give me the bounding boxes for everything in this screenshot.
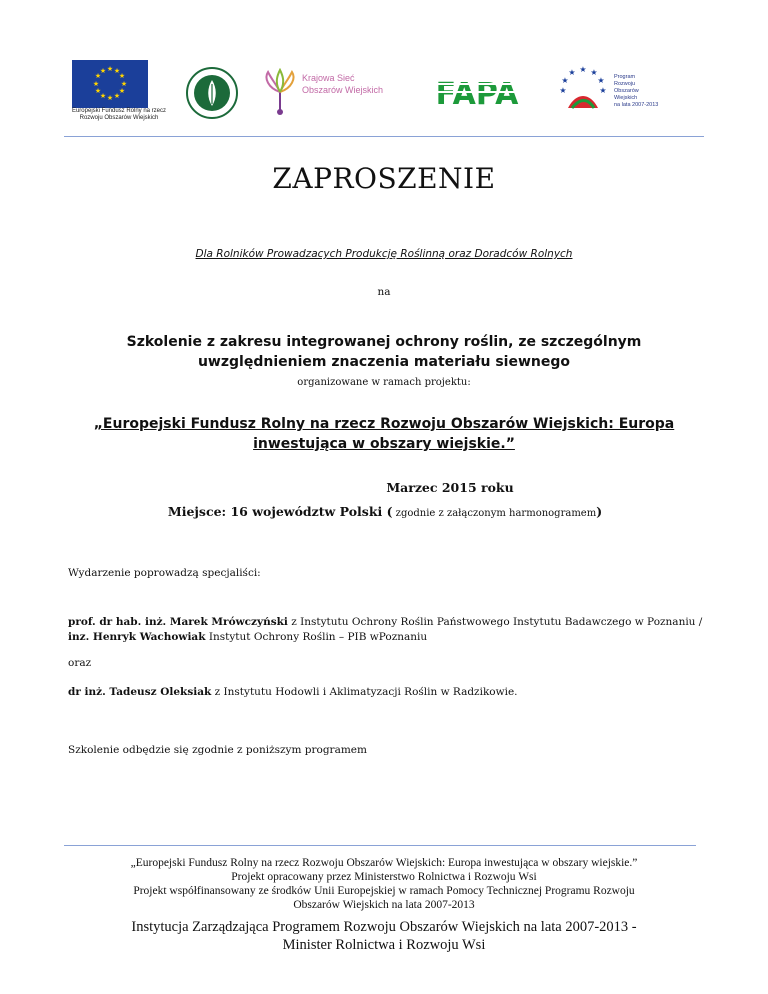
svg-text:★: ★ [99,92,107,100]
svg-text:★: ★ [590,68,598,77]
training-title: Szkolenie z zakresu integrowanej ochrony roślin, ze szczególnym uwzględnieniem znaczenia materiału siewnego [126,334,642,370]
svg-text:★: ★ [106,65,114,73]
svg-text:★: ★ [92,80,100,88]
svg-text:★: ★ [113,67,121,75]
footer-line4: Obszarów Wiejskich na lata 2007-2013 [293,899,475,911]
ksow-line2: Obszarów Wiejskich [302,85,384,95]
speaker-affiliation-2: Instytut Ochrony Roślin – PIB wPoznaniu [205,631,428,643]
footer-line6: Minister Rolnictwa i Rozwoju Wsi [282,937,486,953]
prow-line1: Program [614,74,636,80]
ksow-logo [260,68,400,116]
project-title: „Europejski Fundusz Rolny na rzecz Rozwoju Obszarów Wiejskich: Europa inwestująca w obszary wiejskie.” [93,416,675,452]
svg-text:★: ★ [568,68,576,77]
eu-flag-icon [72,60,148,108]
prow-line4: Wiejskich [614,95,638,101]
eu-caption-line2: Rozwoju Obszarów Wiejskich [79,115,159,121]
svg-text:★: ★ [559,86,567,95]
svg-text:★: ★ [118,87,126,95]
event-date: Marzec 2015 roku [386,480,514,495]
speaker-name-1: prof. dr hab. inż. Marek Mrówczyński [68,616,288,628]
eu-logo [60,60,178,120]
speaker-affiliation-3: z Instytutu Hodowli i Aklimatyzacji Roślin w Radzikowie. [211,686,518,698]
place-note: zgodnie z załączonym harmonogramem [392,508,597,519]
page-title: ZAPROSZENIE [272,162,496,195]
svg-text:★: ★ [561,76,569,85]
prow-logo [554,62,664,118]
svg-text:★: ★ [94,72,102,80]
prow-text [614,74,658,109]
svg-text:★: ★ [120,80,128,88]
logo-bar [60,60,660,120]
footer-large [40,918,728,954]
svg-text:★: ★ [106,94,114,102]
svg-text:★: ★ [118,72,126,80]
ministry-seal-icon [185,66,239,120]
svg-text:★: ★ [599,86,607,95]
audience-line: Dla Rolników Prowadzacych Produkcję Roślinną oraz Doradców Rolnych [195,248,573,260]
svg-text:FAPA: FAPA [435,77,519,110]
na-text: na [377,286,391,298]
footer-divider [64,845,696,846]
svg-text:★: ★ [597,76,605,85]
ksow-flower-icon [260,68,300,116]
speaker-name-2: inz. Henryk Wachowiak [68,631,206,643]
footer-line5: Instytucja Zarządzająca Programem Rozwoju Obszarów Wiejskich na lata 2007-2013 - [131,919,637,935]
prow-logo-icon [554,62,612,118]
event-place [75,504,695,519]
svg-text:★: ★ [579,65,587,74]
footer-line1: „Europejski Fundusz Rolny na rzecz Rozwoju Obszarów Wiejskich: Europa inwestująca w obszary wiejskie.” [130,857,638,869]
speakers-intro: Wydarzenie poprowadzą specjaliści: [68,567,261,579]
program-intro: Szkolenie odbędzie się zgodnie z poniższym programem [68,744,367,756]
organized-text: organizowane w ramach projektu: [297,377,471,388]
oraz-text: oraz [68,657,92,669]
eu-caption [60,108,178,122]
place-close: ) [596,504,603,519]
speaker-affiliation-1: z Instytutu Ochrony Roślin Państwowego Instytutu Badawczego w Poznaniu / [287,616,703,628]
fapa-logo-icon [432,70,522,110]
svg-text:★: ★ [94,87,102,95]
footer-line2: Projekt opracowany przez Ministerstwo Rolnictwa i Rozwoju Wsi [231,871,537,883]
speaker-paragraph-3 [68,685,708,700]
prow-line5: na lata 2007-2013 [614,102,659,108]
footer-line3: Projekt współfinansowany ze środków Unii Europejskiej w ramach Pomocy Technicznej Programu Rozwoju [133,885,635,897]
footer-small [40,856,728,912]
ksow-line1: Krajowa Sieć [302,73,355,83]
svg-text:★: ★ [113,92,121,100]
svg-text:★: ★ [99,67,107,75]
speakers-paragraph [68,615,708,645]
place-bold: Miejsce: 16 województw Polski ( [167,504,393,519]
header-divider [64,136,704,137]
eu-caption-line1: Europejski Fundusz Rolny na rzecz [71,108,167,114]
prow-line2: Rozwoju [614,81,636,87]
ksow-text [302,72,383,96]
prow-line3: Obszarów [614,88,639,94]
speaker-name-3: dr inż. Tadeusz Oleksiak [68,686,212,698]
